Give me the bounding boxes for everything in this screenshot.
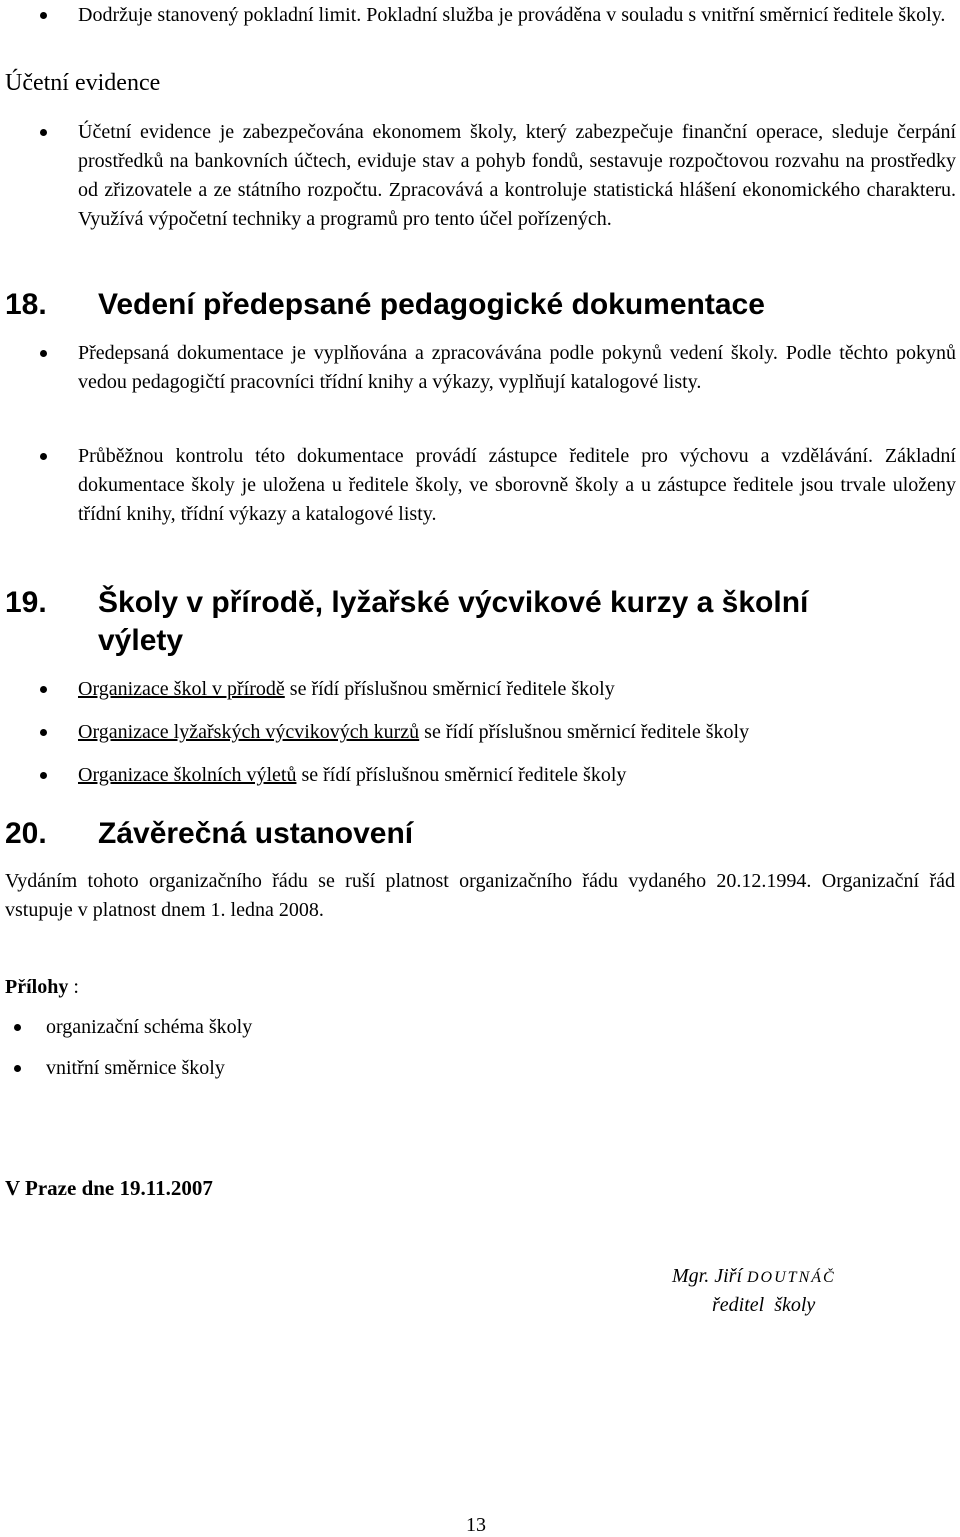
- cash-limit-text: Dodržuje stanovený pokladní limit. Pokladní služba je prováděna v souladu s vnitřní směrnicí ředitele školy.: [78, 4, 946, 26]
- nature-school-link[interactable]: Organizace škol v přírodě: [78, 678, 285, 700]
- trip-text: se řídí příslušnou směrnicí ředitele školy: [419, 721, 750, 743]
- signature-surname: DOUTNÁČ: [747, 1269, 836, 1286]
- accounting-text: Účetní evidence je zabezpečována ekonomem školy, který zabezpečuje finanční operace, sleduje čerpání prostředků na bankovních účtech, eviduje stav a pohyb fondů, sestavuje rozpočtovou rozvahu na prostředky od zřizovatele a ze státního rozpočtu. Zpracovává a kontroluje statistická hlášení ekonomického charakteru. Využívá výpočetní techniky a programů pro tento účel pořízených.: [78, 121, 956, 230]
- place-date: V Praze dne 19.11.2007: [5, 1176, 213, 1200]
- attachments-title: Přílohy: [5, 976, 69, 998]
- documentation-text-1: Předepsaná dokumentace je vyplňována a zpracovávána podle pokynů vedení školy. Podle těchto pokynů vedou pedagogičtí pracovníci třídní knihy a výkazy, vyplňují katalogové listy.: [78, 342, 956, 393]
- attachment-item: [46, 1054, 846, 1083]
- school-trip-link[interactable]: Organizace školních výletů: [78, 764, 297, 786]
- ski-course-link[interactable]: Organizace lyžařských výcvikových kurzů: [78, 721, 420, 743]
- signature-role: ředitel školy: [712, 1294, 816, 1316]
- attachment-link-directives[interactable]: vnitřní směrnice školy: [46, 1057, 225, 1079]
- section-title: Vedení předepsané pedagogické dokumentace: [98, 288, 765, 321]
- trip-text: se řídí příslušnou směrnicí ředitele školy: [296, 764, 627, 786]
- final-provisions-text: Vydáním tohoto organizačního řádu se ruší platnost organizačního řádu vydaného 20.12.1994. Organizační řád vstupuje v platnost dnem 1. ledna 2008.: [5, 870, 955, 921]
- documentation-bullet-2: [78, 442, 956, 529]
- accounting-bullet: [78, 118, 956, 234]
- attachment-item: [46, 1013, 846, 1042]
- attachments-label: [5, 973, 955, 1002]
- cash-limit-bullet: [78, 1, 956, 30]
- documentation-text-2: Průběžnou kontrolu této dokumentace provádí zástupce ředitele pro výchovu a vzdělávání. Základní dokumentace školy je uložena u ředitele školy, ve sborovně školy a u zástupce ředitele jsou trvale uloženy třídní knihy, třídní výkazy a katalogové listy.: [78, 445, 956, 525]
- attachment-link-org-chart[interactable]: organizační schéma školy: [46, 1016, 253, 1038]
- accounting-heading: Účetní evidence: [5, 70, 161, 96]
- trip-bullet-3: [78, 761, 956, 790]
- trip-bullet-1: [78, 675, 956, 704]
- section-number: 19.: [5, 586, 47, 619]
- section-title: Závěrečná ustanovení: [98, 817, 414, 850]
- section-number: 20.: [5, 817, 47, 850]
- trip-text: se řídí příslušnou směrnicí ředitele školy: [284, 678, 615, 700]
- section-number: 18.: [5, 288, 47, 321]
- page-number: 13: [466, 1514, 486, 1536]
- section-title: Školy v přírodě, lyžařské výcvikové kurzy a školní výlety: [98, 586, 809, 657]
- documentation-bullet-1: [78, 339, 956, 397]
- signature-prefix: Mgr. Jiří: [672, 1265, 747, 1287]
- trip-bullet-2: [78, 718, 956, 747]
- signature-name: [672, 1265, 836, 1288]
- attachments-separator: :: [68, 976, 79, 998]
